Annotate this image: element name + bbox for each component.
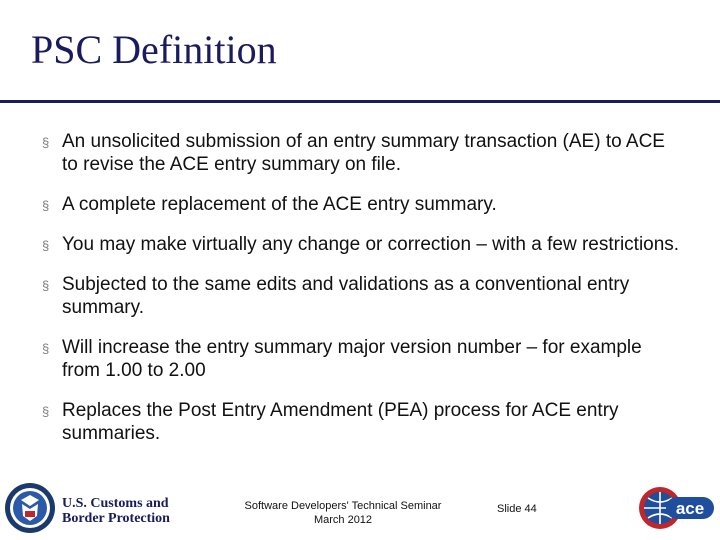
bullet-marker: § (42, 404, 50, 419)
bullet-marker: § (42, 198, 50, 213)
bullet-text: Replaces the Post Entry Amendment (PEA) process for ACE entry summaries. (62, 400, 619, 444)
seminar-date: March 2012 (313, 514, 373, 526)
bullet-item (42, 130, 682, 176)
bullet-marker: § (42, 135, 50, 150)
bullet-text: An unsolicited submission of an entry summary transaction (AE) to ACE to revise the ACE entry summary on file. (62, 131, 665, 175)
bullet-item (42, 399, 682, 445)
bullet-text: Will increase the entry summary major version number – for example from 1.00 to 2.00 (62, 337, 642, 381)
ace-logo-text: ace (675, 499, 705, 518)
ace-logo-icon (636, 484, 716, 532)
bullet-marker: § (42, 238, 50, 253)
bullet-list (42, 130, 682, 462)
agency-line-2: Border Protection (62, 511, 170, 526)
bullet-marker: § (42, 341, 50, 356)
slide-footer (0, 478, 720, 540)
bullet-item (42, 273, 682, 319)
slide-title: PSC Definition (31, 27, 277, 72)
bullet-text: Subjected to the same edits and validations as a conventional entry summary. (62, 274, 630, 318)
bullet-marker: § (42, 278, 50, 293)
agency-line-1: U.S. Customs and (62, 496, 169, 511)
seminar-title: Software Developers' Technical Seminar (244, 500, 442, 512)
bullet-text: A complete replacement of the ACE entry summary. (62, 194, 497, 215)
bullet-item (42, 233, 682, 256)
dhs-seal-icon (4, 482, 56, 534)
bullet-item (42, 193, 682, 216)
slide-number: Slide 44 (497, 503, 537, 515)
bullet-text: You may make virtually any change or correction – with a few restrictions. (62, 234, 680, 255)
seminar-info (236, 499, 450, 527)
bullet-item (42, 336, 682, 382)
title-divider (0, 100, 720, 103)
agency-name (62, 496, 170, 526)
